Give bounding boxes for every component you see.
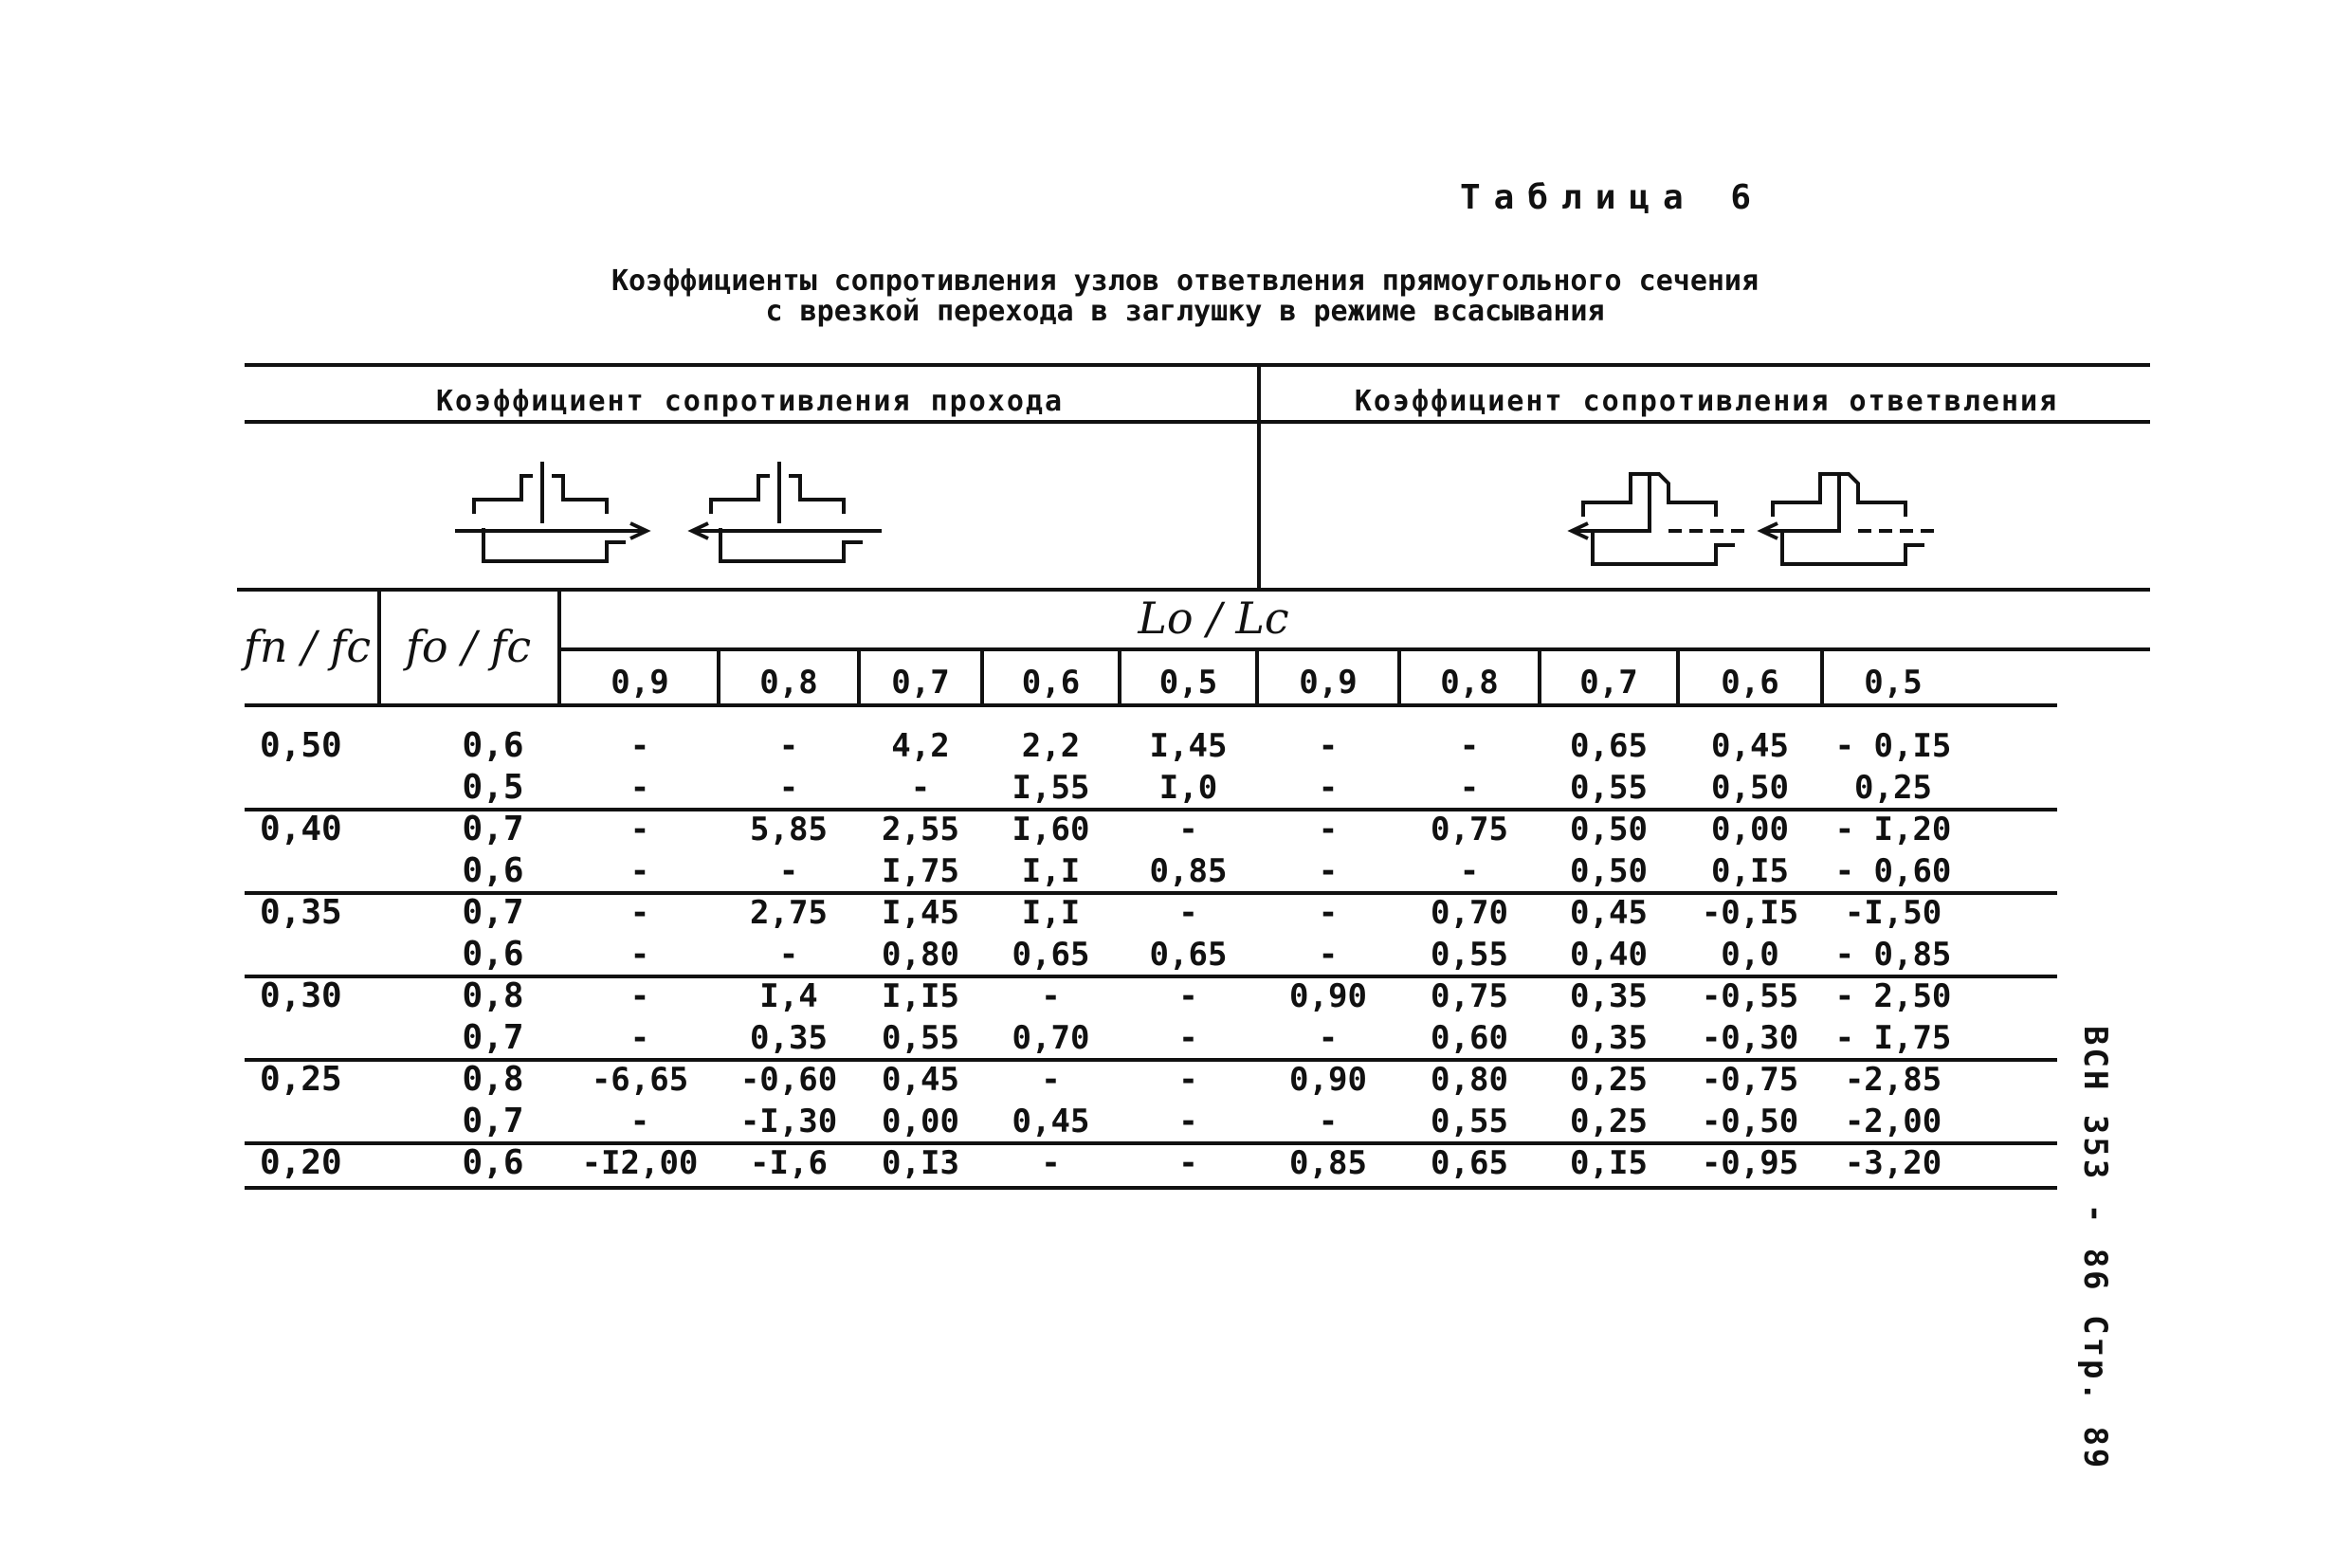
table-cell: - — [1178, 811, 1198, 848]
table-cell: -0,30 — [1701, 1019, 1799, 1057]
row-fa-value: 0,25 — [260, 1060, 342, 1099]
row-fo-value: 0,7 — [462, 810, 524, 848]
row-fa-value: 0,40 — [260, 810, 342, 848]
table-cell: 0,25 — [1570, 1103, 1648, 1140]
table-cell: -2,85 — [1844, 1061, 1942, 1099]
table-cell: - — [1318, 769, 1339, 807]
table-cell: 0,I5 — [1570, 1144, 1648, 1182]
header-left: Коэффициент сопротивления прохода — [435, 385, 1065, 418]
row-fa-value: 0,20 — [260, 1143, 342, 1182]
table-cell: 4,2 — [891, 727, 950, 765]
table-cell: -0,95 — [1701, 1144, 1799, 1182]
row-fo-value: 0,5 — [462, 768, 524, 807]
table-cell: - — [1459, 769, 1480, 807]
lo-value-2: 0,7 — [891, 664, 950, 702]
row-fo-value: 0,7 — [462, 893, 524, 932]
table-cell: 0,I5 — [1711, 852, 1789, 890]
lo-value-7: 0,7 — [1579, 664, 1638, 702]
table-cell: 0,65 — [1149, 936, 1228, 974]
table-top-rule — [245, 363, 2150, 367]
table-cell: 0,45 — [882, 1061, 959, 1099]
lo-value-4: 0,5 — [1158, 664, 1218, 702]
table-cell: 0,80 — [1431, 1061, 1508, 1099]
table-cell: -I2,00 — [581, 1144, 699, 1182]
table-cell: 0,55 — [1570, 769, 1648, 807]
table-cell: 0,I3 — [882, 1144, 959, 1182]
table-cell: I,I — [1021, 852, 1081, 890]
table-cell: 0,70 — [1431, 894, 1508, 932]
table-cell: - — [778, 852, 799, 890]
col-fo-label: fо / fс — [405, 621, 532, 672]
table-cell: -6,65 — [591, 1061, 689, 1099]
table-cell: 0,25 — [1570, 1061, 1648, 1099]
table-cell: - 0,60 — [1834, 852, 1952, 890]
table-cell: - — [1318, 727, 1339, 765]
caption-line-2: с врезкой перехода в заглушку в режиме всасывания — [765, 295, 1605, 328]
lo-label-rule — [561, 647, 2150, 651]
table-cell: - I,75 — [1834, 1019, 1952, 1057]
table-cell: - — [1041, 1061, 1061, 1099]
header-bottom-rule — [245, 420, 2150, 424]
table-cell: 0,85 — [1149, 852, 1228, 890]
lo-col-divider — [980, 651, 984, 703]
table-cell: 0,00 — [1711, 811, 1789, 848]
table-cell: - — [1178, 1144, 1198, 1182]
table-cell: -0,50 — [1701, 1103, 1799, 1140]
table-cell: I,55 — [1012, 769, 1090, 807]
table-cell: 0,35 — [1570, 1019, 1648, 1057]
table-cell: 0,45 — [1570, 894, 1648, 932]
table-cell: 0,90 — [1289, 1061, 1367, 1099]
table-cell: -I,30 — [739, 1103, 838, 1140]
table-cell: 0,0 — [1721, 936, 1779, 974]
lo-value-0: 0,9 — [611, 664, 669, 702]
table-cell: 0,45 — [1012, 1103, 1090, 1140]
table-cell: - 0,I5 — [1834, 727, 1952, 765]
branch-flow-diagram-1 — [1555, 465, 1763, 578]
table-cell: - 2,50 — [1834, 977, 1952, 1015]
col-lo-label: Lо / Lс — [1138, 593, 1289, 644]
table-cell: I,45 — [1149, 727, 1228, 765]
row-fa-value: 0,50 — [260, 726, 342, 765]
row-fo-value: 0,6 — [462, 935, 524, 974]
table-cell: -0,60 — [739, 1061, 838, 1099]
table-cell: 0,65 — [1570, 727, 1648, 765]
table-label: Таблица 6 — [1460, 178, 1765, 217]
row-fo-value: 0,8 — [462, 976, 524, 1015]
row-fo-value: 0,6 — [462, 726, 524, 765]
table-cell: 0,90 — [1289, 977, 1367, 1015]
lo-value-8: 0,6 — [1721, 664, 1779, 702]
table-cell: 0,00 — [882, 1103, 959, 1140]
lo-col-divider — [1118, 651, 1121, 703]
row-fo-value: 0,7 — [462, 1018, 524, 1057]
table-cell: 0,55 — [882, 1019, 959, 1057]
table-cell: 0,50 — [1711, 769, 1789, 807]
row-fa-value — [260, 1017, 411, 1059]
table-cell: I,0 — [1158, 769, 1218, 807]
table-cell: - — [629, 977, 650, 1015]
table-cell: -3,20 — [1844, 1144, 1942, 1182]
table-cell: - — [629, 894, 650, 932]
row-fa-value — [260, 934, 411, 975]
table-cell: - — [1318, 1019, 1339, 1057]
table-cell: 0,55 — [1431, 936, 1508, 974]
header-right: Коэффициент сопротивления ответвления — [1354, 385, 2059, 418]
table-cell: - — [1041, 977, 1061, 1015]
col-fa-label: fп / fс — [243, 621, 372, 672]
lo-col-divider — [1676, 651, 1680, 703]
table-cell: - — [1178, 1019, 1198, 1057]
table-cell: 0,85 — [1289, 1144, 1367, 1182]
lo-col-divider — [1397, 651, 1401, 703]
lo-value-6: 0,8 — [1440, 664, 1499, 702]
table-cell: - — [629, 769, 650, 807]
lo-value-1: 0,8 — [759, 664, 818, 702]
table-cell: 0,80 — [882, 936, 959, 974]
table-cell: 2,2 — [1021, 727, 1081, 765]
table-cell: -0,55 — [1701, 977, 1799, 1015]
table-cell: - 0,85 — [1834, 936, 1952, 974]
table-cell: I,I — [1021, 894, 1081, 932]
table-cell: 0,35 — [1570, 977, 1648, 1015]
lo-value-9: 0,5 — [1864, 664, 1923, 702]
table-cell: - — [1318, 1103, 1339, 1140]
table-cell: 0,50 — [1570, 811, 1648, 848]
table-cell: - — [1178, 894, 1198, 932]
table-cell: I,75 — [882, 852, 959, 890]
table-cell: 0,25 — [1854, 769, 1932, 807]
branch-flow-diagram-2 — [1754, 465, 1943, 578]
table-cell: - — [1041, 1144, 1061, 1182]
table-cell: -0,75 — [1701, 1061, 1799, 1099]
table-cell: 0,65 — [1431, 1144, 1508, 1182]
table-cell: - — [1178, 1061, 1198, 1099]
table-cell: 0,60 — [1431, 1019, 1508, 1057]
table-cell: I,4 — [759, 977, 818, 1015]
lo-col-divider — [1820, 651, 1824, 703]
table-cell: I,60 — [1012, 811, 1090, 848]
table-cell: - — [1318, 811, 1339, 848]
caption-line-1: Коэффициенты сопротивления узлов ответвления прямоугольного сечения — [611, 264, 1759, 298]
row-fa-value — [260, 767, 411, 809]
row-fo-value: 0,6 — [462, 1143, 524, 1182]
table-cell: - — [629, 852, 650, 890]
table-cell: 5,85 — [750, 811, 828, 848]
lo-col-divider — [1538, 651, 1541, 703]
row-fo-value: 0,7 — [462, 1102, 524, 1140]
table-cell: - I,20 — [1834, 811, 1952, 848]
table-cell: - — [778, 936, 799, 974]
table-cell: 0,40 — [1570, 936, 1648, 974]
lo-value-3: 0,6 — [1021, 664, 1081, 702]
row-fo-value: 0,6 — [462, 851, 524, 890]
table-cell: 0,65 — [1012, 936, 1090, 974]
table-cell: - — [910, 769, 931, 807]
row-fa-value: 0,35 — [260, 893, 342, 932]
table-cell: - — [778, 727, 799, 765]
table-cell: - — [629, 1019, 650, 1057]
table-cell: 0,45 — [1711, 727, 1789, 765]
table-cell: - — [1459, 727, 1480, 765]
table-cell: - — [629, 727, 650, 765]
row-fa-value: 0,30 — [260, 976, 342, 1015]
table-cell: - — [1318, 894, 1339, 932]
pass-flow-diagram-2 — [683, 457, 891, 580]
col-head-bottom-rule — [245, 703, 2057, 707]
table-cell: I,I5 — [882, 977, 959, 1015]
table-cell: 0,70 — [1012, 1019, 1090, 1057]
table-cell: 2,55 — [882, 811, 959, 848]
table-cell: - — [778, 769, 799, 807]
lo-col-divider — [1255, 651, 1259, 703]
table-cell: 0,75 — [1431, 811, 1508, 848]
table-cell: - — [629, 936, 650, 974]
pass-flow-diagram-1 — [446, 457, 654, 580]
table-cell: - — [1459, 852, 1480, 890]
table-cell: -0,I5 — [1701, 894, 1799, 932]
table-cell: 0,50 — [1570, 852, 1648, 890]
table-cell: -I,50 — [1844, 894, 1942, 932]
table-cell: 0,35 — [750, 1019, 828, 1057]
table-cell: - — [1318, 852, 1339, 890]
row-fa-value — [260, 1101, 411, 1142]
lo-col-divider — [857, 651, 861, 703]
table-cell: 0,75 — [1431, 977, 1508, 1015]
table-bottom-rule — [245, 1186, 2057, 1190]
table-cell: - — [1318, 936, 1339, 974]
table-cell: -2,00 — [1844, 1103, 1942, 1140]
table-cell: - — [629, 811, 650, 848]
table-cell: -I,6 — [750, 1144, 828, 1182]
document-code: ВСН 353 - 86 Стр. 89 — [2076, 1026, 2114, 1471]
table-cell: 2,75 — [750, 894, 828, 932]
table-cell: 0,55 — [1431, 1103, 1508, 1140]
lo-value-5: 0,9 — [1299, 664, 1358, 702]
table-cell: - — [1178, 977, 1198, 1015]
lo-col-divider — [717, 651, 720, 703]
row-fo-value: 0,8 — [462, 1060, 524, 1099]
table-cell: - — [1178, 1103, 1198, 1140]
row-fa-value — [260, 850, 411, 892]
diagram-bottom-rule — [237, 588, 2150, 592]
table-cell: - — [629, 1103, 650, 1140]
table-cell: I,45 — [882, 894, 959, 932]
